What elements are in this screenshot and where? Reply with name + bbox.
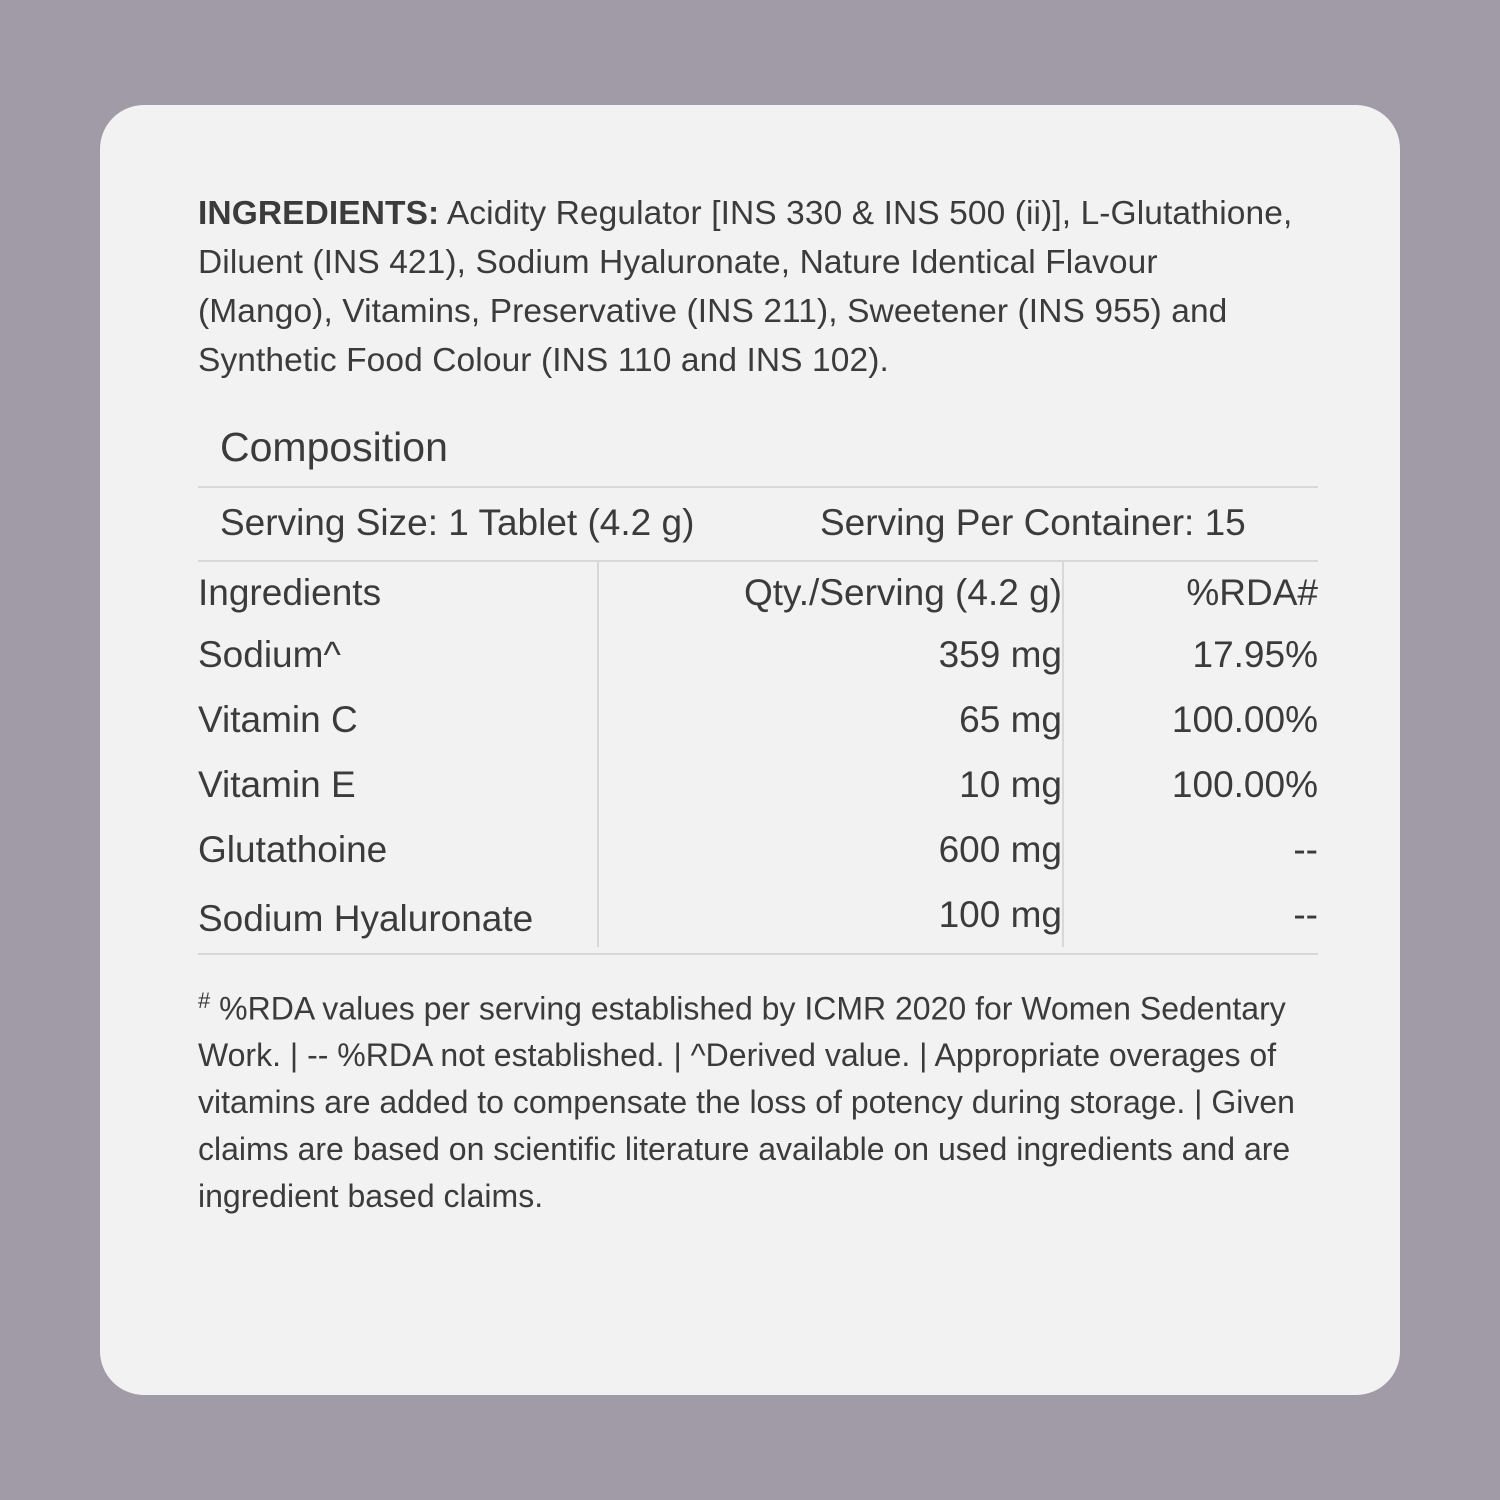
- row-name: Vitamin E: [198, 763, 356, 805]
- row-qty: 10 mg: [598, 752, 1063, 817]
- table-row: [198, 752, 1318, 817]
- footnote: [198, 977, 1308, 1221]
- row-qty: 359 mg: [598, 622, 1063, 687]
- serving-per-container: Serving Per Container: 15: [820, 501, 1246, 543]
- composition-block: [198, 419, 1318, 955]
- nutrition-label-card: [100, 105, 1400, 1395]
- row-qty: 600 mg: [598, 817, 1063, 882]
- ingredients-paragraph: [198, 189, 1293, 385]
- row-qty: 65 mg: [598, 687, 1063, 752]
- table-row: [198, 687, 1318, 752]
- row-name: Glutathoine: [198, 828, 388, 870]
- table-row: [198, 622, 1318, 687]
- row-rda: --: [1063, 817, 1318, 882]
- footnote-text: %RDA values per serving established by ICMR 2020 for Women Sedentary Work. | -- %RDA not established. | ^Derived value. | Appropriate overages of vitamins are added to compensate the loss of potency during storage. | Given claims are based on scientific literature available on used ingredients and are ingredient based claims.: [198, 990, 1295, 1215]
- composition-table-wrap: [198, 562, 1318, 955]
- table-row: [198, 882, 1318, 947]
- header-qty: Qty./Serving (4.2 g): [598, 562, 1063, 622]
- row-name: Vitamin C: [198, 698, 358, 740]
- serving-info-row: [198, 488, 1318, 562]
- row-qty: 100 mg: [598, 882, 1063, 947]
- row-rda: 17.95%: [1063, 622, 1318, 687]
- composition-table: [198, 562, 1318, 947]
- row-name: Sodium^: [198, 633, 341, 675]
- row-rda: 100.00%: [1063, 752, 1318, 817]
- label-content: [198, 155, 1318, 1252]
- row-rda: 100.00%: [1063, 687, 1318, 752]
- composition-title: Composition: [198, 419, 1318, 488]
- table-row: [198, 817, 1318, 882]
- header-rda: %RDA#: [1063, 562, 1318, 622]
- row-name: [198, 882, 598, 947]
- header-ingredients: Ingredients: [198, 571, 382, 613]
- serving-size: Serving Size: 1 Tablet (4.2 g): [220, 501, 695, 543]
- table-header-row: [198, 562, 1318, 622]
- footnote-marker: #: [198, 987, 211, 1013]
- ingredients-text: Acidity Regulator [INS 330 & INS 500 (ii)], L-Glutathione, Diluent (INS 421), Sodium Hyaluronate, Nature Identical Flavour (Mango), Vitamins, Preservative (INS 211), Sweetener (INS 955) and Synthetic Food Colour (INS 110 and INS 102).: [198, 194, 1293, 379]
- row-name-text: Sodium Hyaluronate: [198, 897, 534, 939]
- ingredients-label: INGREDIENTS:: [198, 194, 440, 232]
- row-rda: --: [1063, 882, 1318, 947]
